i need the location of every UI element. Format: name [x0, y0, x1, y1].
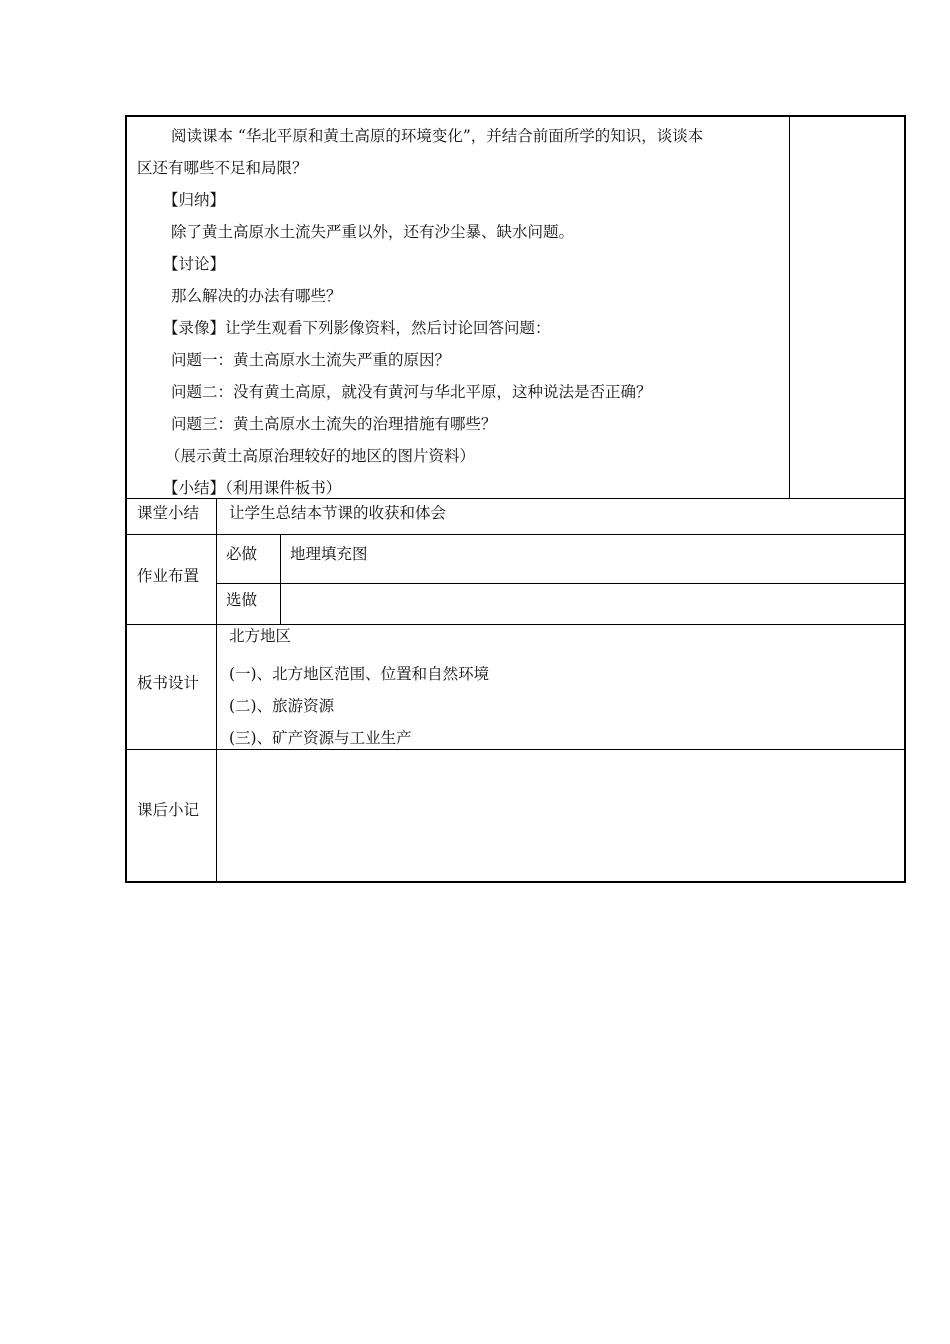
table-border-right — [904, 115, 906, 883]
paragraph-summary-board: 【小结】（利用课件板书） — [163, 479, 342, 497]
paragraph-question-3: 问题三：黄土高原水土流失的治理措施有哪些？ — [171, 415, 497, 433]
main-section-right-divider — [789, 116, 790, 499]
class-summary-content: 让学生总结本节课的收获和体会 — [229, 504, 447, 522]
board-design-label: 板书设计 — [137, 674, 200, 692]
paragraph-show-images: （展示黄土高原治理较好的地区的图片资料） — [165, 447, 476, 465]
table-border-bottom — [125, 881, 906, 883]
row-divider-2 — [126, 534, 905, 535]
paragraph-induction: 除了黄土高原水土流失严重以外，还有沙尘暴、缺水问题。 — [171, 223, 575, 241]
row-divider-1 — [126, 498, 905, 499]
heading-discussion: 【讨论】 — [163, 255, 226, 273]
row-divider-3 — [126, 624, 905, 625]
paragraph-reading-prompt-cont: 区还有哪些不足和局限？ — [137, 159, 308, 177]
paragraph-question-2: 问题二：没有黄土高原，就没有黄河与华北平原，这种说法是否正确？ — [171, 383, 652, 401]
post-class-notes-label: 课后小记 — [137, 801, 200, 819]
label-column-divider-a — [216, 499, 217, 535]
homework-label: 作业布置 — [137, 567, 200, 585]
homework-required-label: 必做 — [226, 545, 258, 563]
paragraph-question-1: 问题一：黄土高原水土流失严重的原因？ — [171, 351, 451, 369]
board-design-line-1: (一)、北方地区范围、位置和自然环境 — [229, 665, 490, 683]
homework-required-content: 地理填充图 — [290, 545, 368, 563]
board-design-line-2: (二)、旅游资源 — [229, 697, 335, 715]
paragraph-video: 【录像】让学生观看下列影像资料，然后讨论回答问题： — [163, 319, 551, 337]
homework-optional-label: 选做 — [226, 591, 258, 609]
table-border-left — [125, 115, 127, 883]
heading-summary-induction: 【归纳】 — [163, 191, 226, 209]
homework-sub-divider — [280, 535, 281, 624]
label-column-divider-b — [216, 535, 217, 881]
board-design-title: 北方地区 — [229, 627, 292, 645]
board-design-line-3: (三)、矿产资源与工业生产 — [229, 729, 412, 747]
class-summary-label: 课堂小结 — [137, 504, 200, 522]
paragraph-reading-prompt: 阅读课本 “华北平原和黄土高原的环境变化”，并结合前面所学的知识，谈谈本 — [171, 127, 704, 145]
paragraph-discussion: 那么解决的办法有哪些？ — [171, 287, 342, 305]
row-divider-4 — [126, 749, 905, 750]
homework-inner-divider — [217, 583, 905, 584]
